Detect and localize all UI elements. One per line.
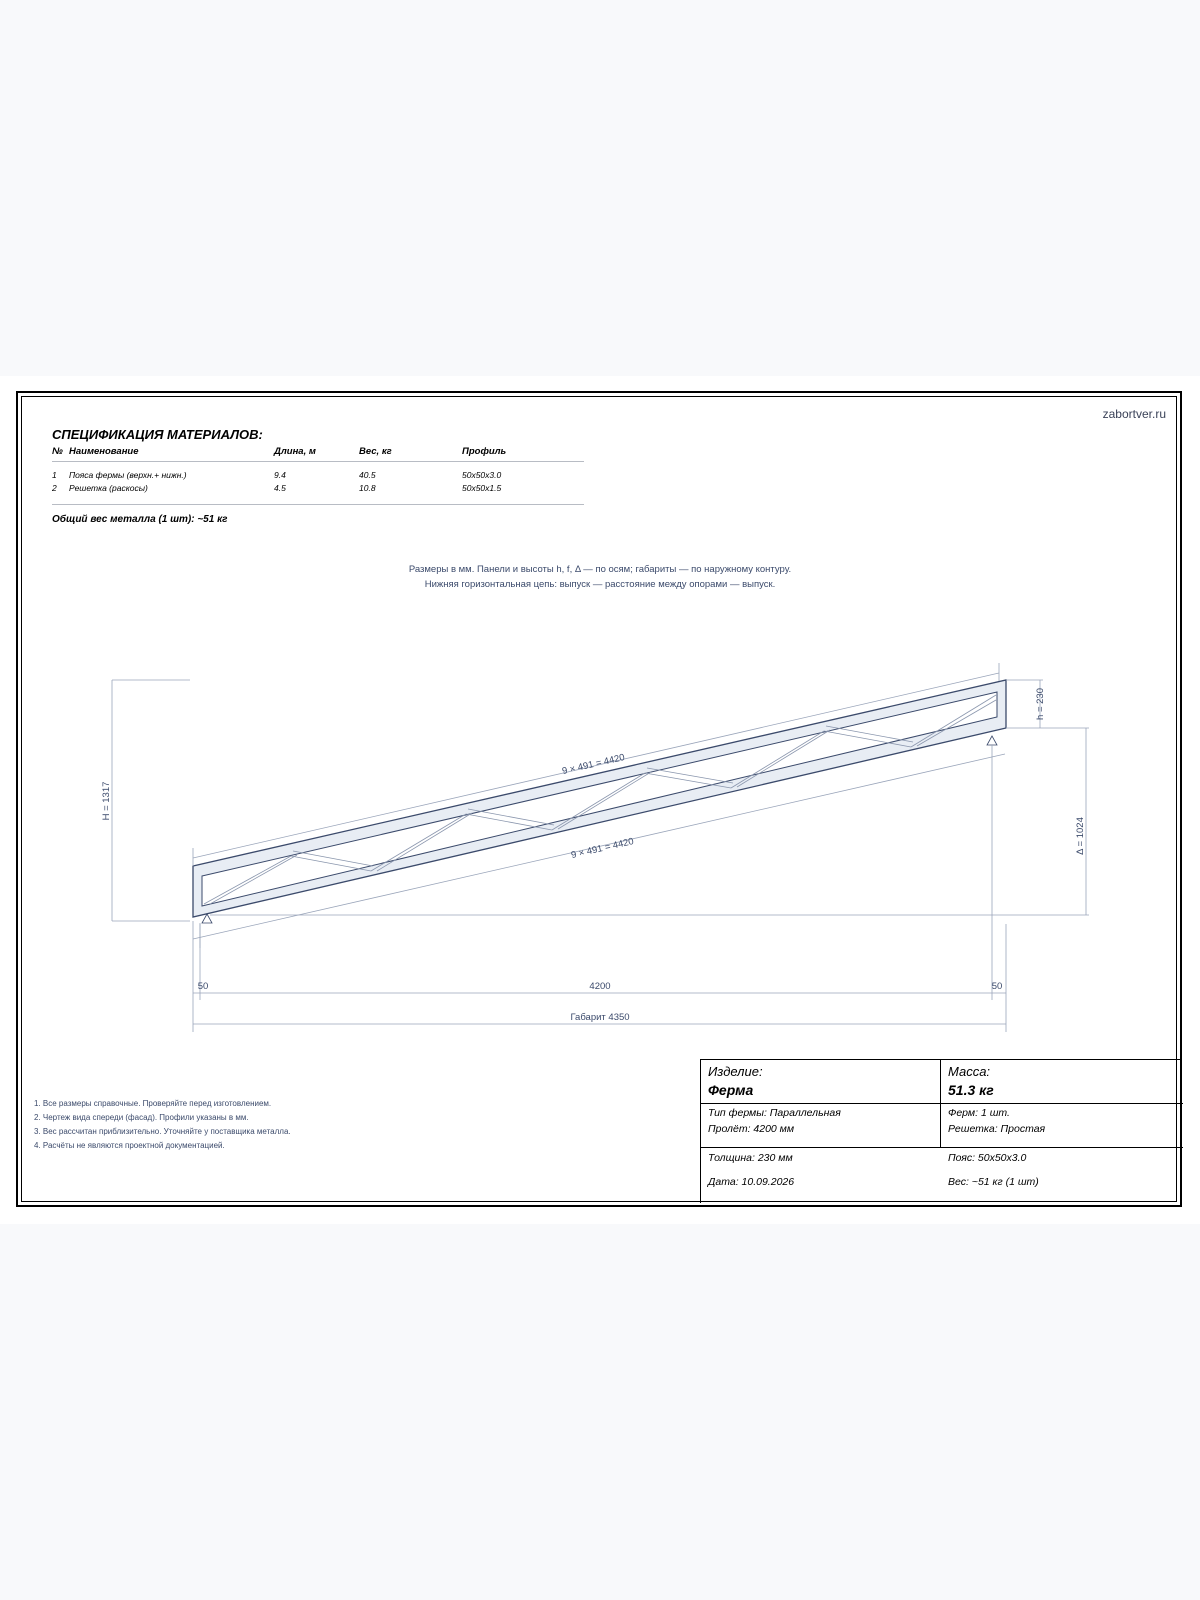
spec-header-name: Наименование [69, 446, 139, 457]
spec-header-num: № [52, 446, 63, 457]
dim-overhang-left: 50 [197, 981, 209, 992]
spec-cell: 1 [52, 470, 57, 480]
mass-value: 51.3 кг [948, 1082, 994, 1098]
dim-bottom-chord: 9 × 491 = 4420 [570, 836, 635, 862]
drawing-note-2: Нижняя горизонтальная цепь: выпуск — расстояние между опорами — выпуск. [424, 579, 776, 590]
note-item: 2. Чертеж вида спереди (фасад). Профили указаны в мм. [34, 1113, 249, 1122]
mass-label: Масса: [948, 1064, 991, 1079]
spec-cell: 2 [52, 483, 57, 493]
notes [34, 1097, 291, 1153]
truss-count: Ферм: 1 шт. [948, 1107, 1010, 1119]
truss-span: Пролёт: 4200 мм [708, 1123, 795, 1135]
drawing-sheet [0, 376, 1200, 1224]
date: Дата: 10.09.2026 [708, 1176, 795, 1188]
spec-cell: 9.4 [274, 470, 286, 480]
support-right-icon [987, 736, 997, 745]
site-label: zabortver.ru [1102, 407, 1166, 421]
spec-cell: Пояса фермы (верхн.+ нижн.) [69, 470, 187, 480]
note-item: 4. Расчёты не являются проектной документацией. [34, 1141, 225, 1150]
spec-total: Общий вес металла (1 шт): ~51 кг [52, 514, 228, 525]
spec-cell: 10.8 [359, 483, 376, 493]
thickness: Толщина: 230 мм [708, 1152, 793, 1164]
title-block-divider [701, 1103, 1183, 1104]
dim-span: 4200 [589, 981, 611, 992]
title-block-divider [701, 1147, 1183, 1148]
chord-profile: Пояс: 50x50x3.0 [948, 1152, 1027, 1164]
note-item: 3. Вес рассчитан приблизительно. Уточняйте у поставщика металла. [34, 1127, 291, 1136]
spec-title: СПЕЦИФИКАЦИЯ МАТЕРИАЛОВ: [52, 427, 263, 442]
total-weight: Вес: ~51 кг (1 шт) [948, 1176, 1039, 1188]
dim-height-truss: h = 230 [1035, 688, 1046, 720]
drawing-note-1: Размеры в мм. Панели и высоты h, f, Δ — по осям; габариты — по наружному контуру. [408, 564, 792, 575]
dim-overhang-right: 50 [991, 981, 1003, 992]
note-item: 1. Все размеры справочные. Проверяйте перед изготовлением. [34, 1099, 272, 1108]
product-value: Ферма [708, 1082, 754, 1098]
spec-cell: Решетка (раскосы) [69, 483, 148, 493]
title-block [700, 1059, 1182, 1203]
dim-top-chord: 9 × 491 = 4420 [561, 752, 626, 778]
spec-cell: 40.5 [359, 470, 376, 480]
spec-header-length: Длина, м [274, 446, 316, 457]
spec-cell: 50x50x3.0 [462, 470, 502, 480]
product-label: Изделие: [708, 1064, 763, 1079]
lattice-type: Решетка: Простая [948, 1123, 1046, 1135]
spec-cell: 50x50x1.5 [462, 483, 502, 493]
spec-cell: 4.5 [274, 483, 286, 493]
truss-inner-outline [202, 692, 997, 906]
truss-type: Тип фермы: Параллельная [708, 1107, 841, 1119]
dim-height-total: H = 1317 [101, 781, 112, 821]
spec-header-weight: Вес, кг [359, 446, 392, 457]
dim-delta: Δ = 1024 [1075, 817, 1086, 855]
dim-overall: Габарит 4350 [570, 1012, 630, 1023]
spec-header-profile: Профиль [462, 446, 507, 457]
